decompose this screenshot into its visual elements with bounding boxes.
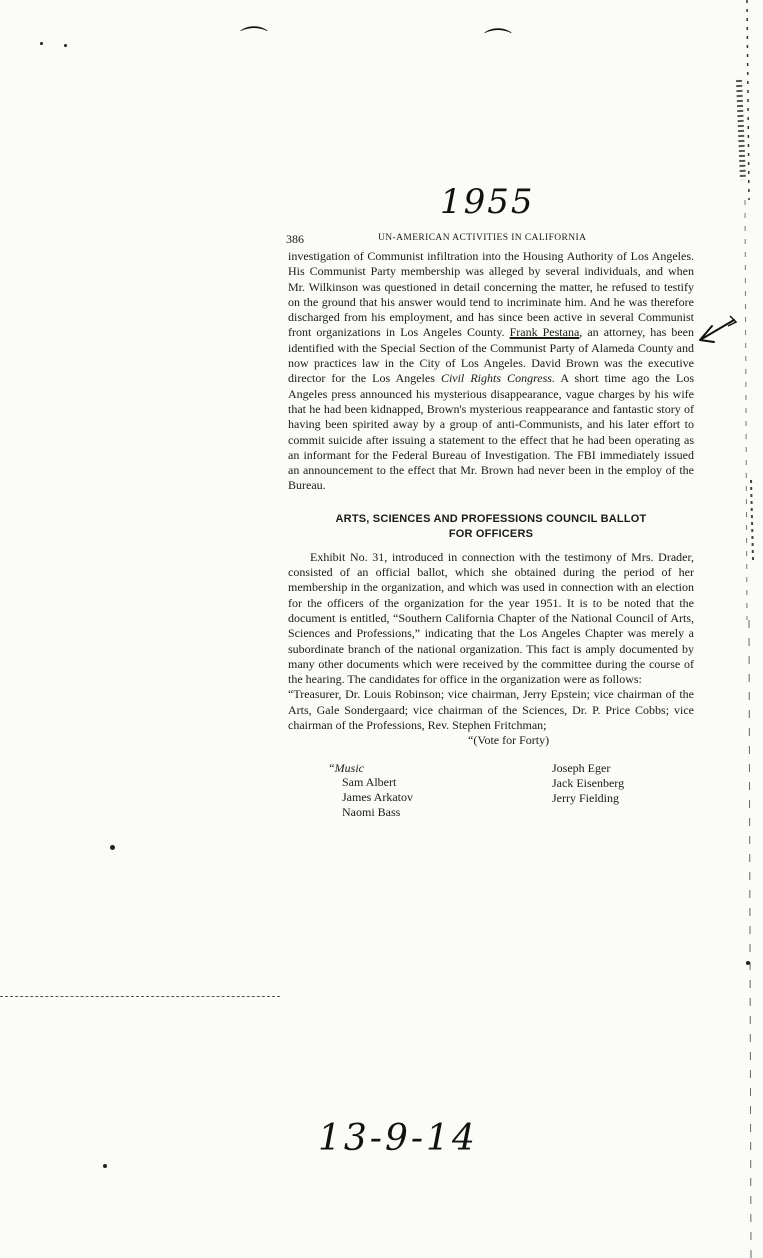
music-label: “Music (328, 760, 364, 775)
handwritten-file-number: 13-9-14 (318, 1118, 478, 1159)
binder-hole-mark-left: ⌒ (240, 26, 269, 57)
scan-speck (746, 961, 750, 965)
scan-artifact-line (0, 996, 280, 998)
music-names-left (342, 775, 413, 820)
underlined-name: Frank Pestana (509, 325, 580, 340)
candidate-name: Naomi Bass (342, 804, 401, 819)
italic-organization: Civil Rights Congress. (440, 371, 555, 386)
scan-speck (64, 44, 67, 47)
candidate-name: Joseph Eger (552, 760, 611, 775)
vote-line: “(Vote for Forty) (468, 733, 550, 748)
section-heading (288, 512, 694, 542)
scan-speck (103, 1164, 107, 1168)
candidate-name: James Arkatov (342, 789, 413, 804)
paragraph-text: A short time ago the Los Angeles press announced his mysterious disappearance, vague charges by his wife that he had been kidnapped, Brown's mysterious reappearance and fantastic story of having been spirited away by a group of anti-Communists, and his later effort to commit suicide after issuing a statement to the effect that he had been operating as an informant for the Federal Bureau of Investigation. The FBI immediately issued an announcement to the effect that Mr. Brown had never been in the employ of the Bureau. (288, 371, 694, 493)
running-title: UN-AMERICAN ACTIVITIES IN CALIFORNIA (378, 233, 587, 243)
page-number: 386 (286, 232, 304, 246)
paragraph-exhibit: Exhibit No. 31, introduced in connection with the testimony of Mrs. Drader, consisted of an official ballot, which she obtained during the period of her membership in the organization, and which was used in connection with an election for the officers of the organization for the year 1951. It is to be noted that the document is entitled, “Southern California Chapter of the National Council of Arts, Sciences and Professions,” indicating that the Los Angeles Chapter was merely a subordinate branch of the national organization. This fact is amply documented by many other documents which were received by the committee during the course of the hearing. The candidates for office in the organization were as follows: (288, 549, 694, 687)
section-heading-line: FOR OFFICERS (448, 527, 534, 540)
candidate-name: Jack Eisenberg (552, 775, 625, 790)
candidate-name: Jerry Fielding (552, 790, 619, 805)
scan-edge-marks (733, 0, 763, 1258)
scan-speck (40, 42, 43, 45)
handwritten-year: 1955 (440, 182, 535, 222)
paragraph-continued (288, 249, 694, 494)
body-text (288, 249, 694, 827)
candidate-name: Sam Albert (342, 774, 397, 789)
music-names-right (552, 761, 624, 806)
binder-hole-mark-right: ⌒ (484, 28, 513, 59)
scan-speck (110, 845, 115, 850)
paragraph-text: investigation of Communist infiltration into the Housing Authority of Los Angeles. His Communist Party membership was alleged by several individuals, and when Mr. Wilkinson was questioned in detail concerning the matter, he refused to testify on the ground that his answer would tend to incriminate him. And he was therefore discharged from his employment, and has since been active in several Communist front organizations in Los Angeles County. (288, 249, 694, 340)
paragraph-text: , an attorney, has been identified with the Special Section of the Communist Party of Alameda County and now practices law in the City of Los Angeles. David Brown was the executive director for the Los Angeles (288, 325, 694, 386)
ballot-quote: “Treasurer, Dr. Louis Robinson; vice chairman, Jerry Epstein; vice chairman of the Arts, Gale Sondergaard; vice chairman of the Sciences, Dr. P. Price Cobbs; vice chairman of the Professions, Rev. Stephen Fritchman; (288, 687, 694, 733)
section-heading-line: ARTS, SCIENCES AND PROFESSIONS COUNCIL BALLOT (335, 512, 647, 525)
music-candidates (288, 761, 694, 827)
